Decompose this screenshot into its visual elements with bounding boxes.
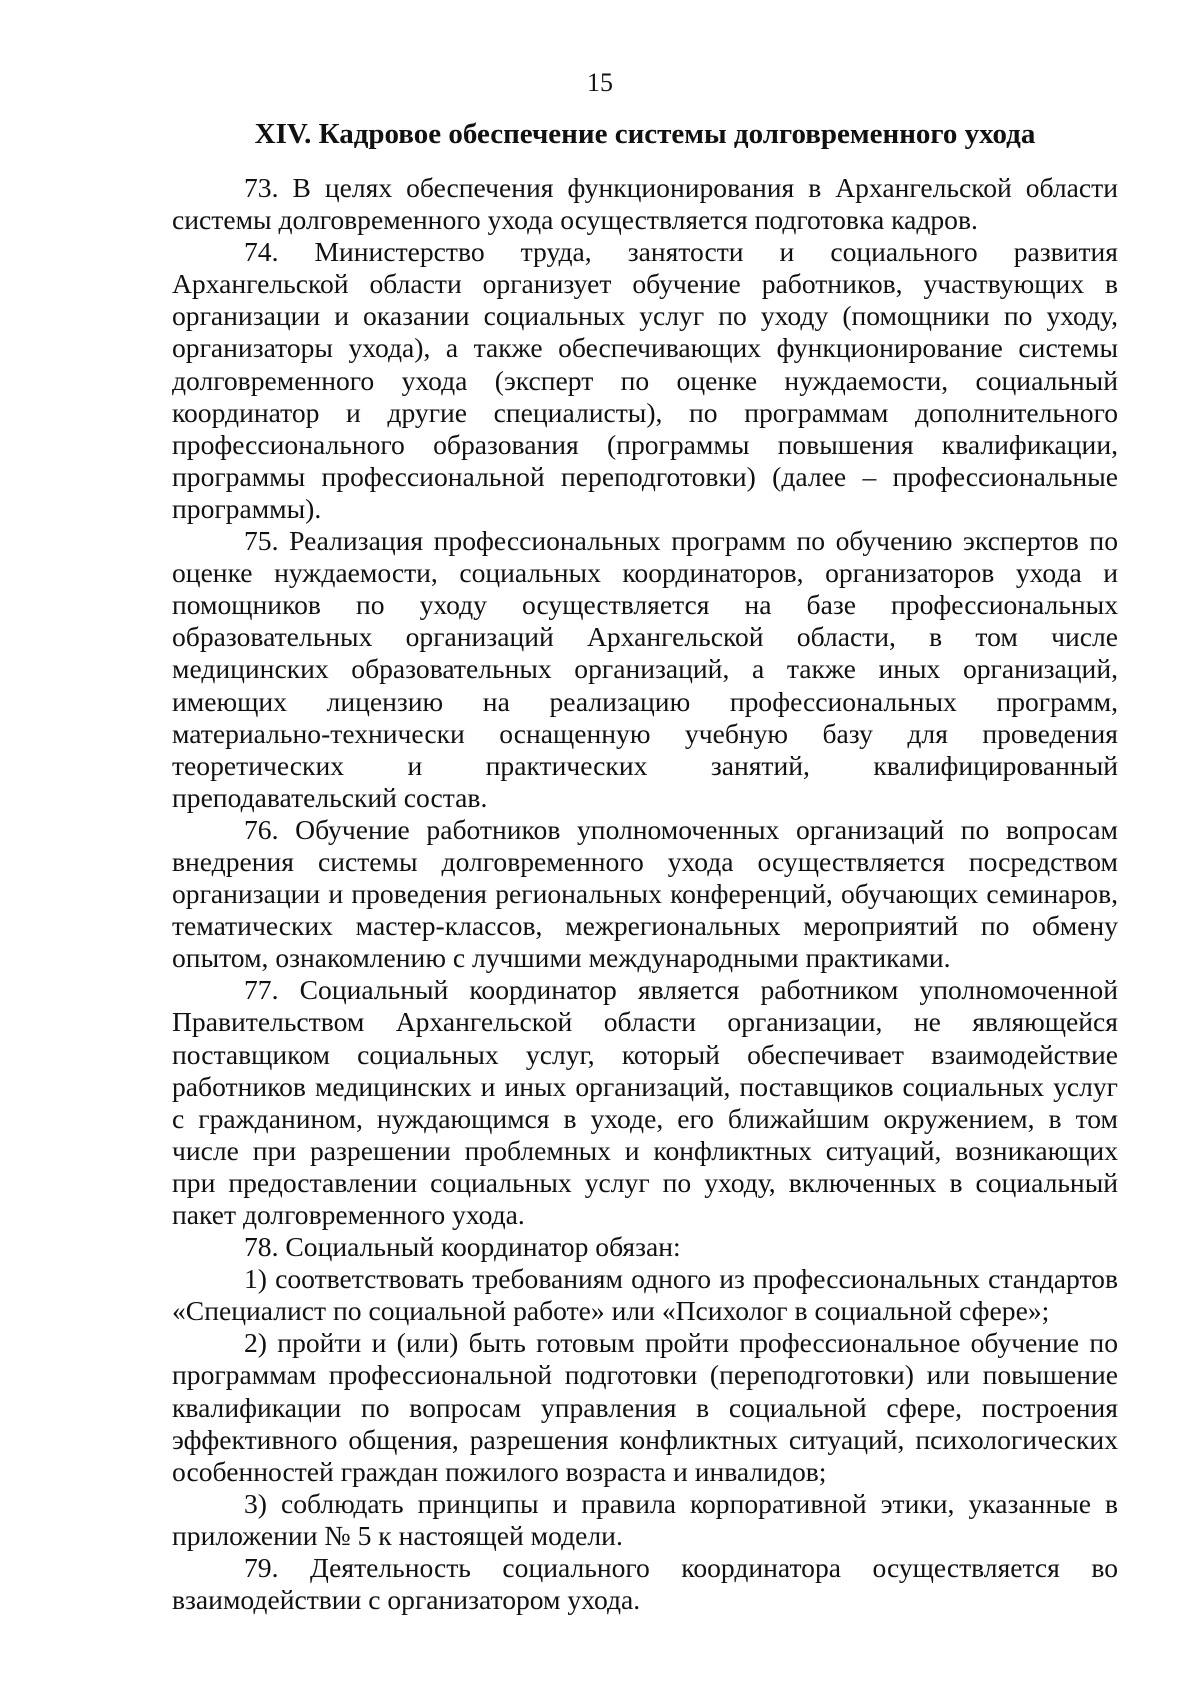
paragraph-78: 78. Социальный координатор обязан: — [244, 1231, 681, 1263]
paragraph-76: 76. Обучение работников уполномоченных организаций по вопросам внедрения системы долговременного ухода осуществляется посредством организации и проведения региональных конференций, обучающих семинаров, тематических мастер-классов, межрегиональных мероприятий по обмену опытом, ознакомлению с лучшими международными практиками. — [172, 813, 1118, 974]
list-item-78-3: 3) соблюдать принципы и правила корпоративной этики, указанные в приложении № 5 к настоящей модели. — [172, 1487, 1118, 1551]
page-number: 15 — [587, 68, 613, 97]
paragraph-74: 74. Министерство труда, занятости и социального развития Архангельской области организует обучение работников, участвующих в организации и оказании социальных услуг по уходу (помощники по уходу, организаторы ухода), а также обеспечивающих функционирование системы долговременного ухода (эксперт по оценке нуждаемости, социальный координатор и другие специалисты), по программам дополнительного профессионального образования (программы повышения квалификации, программы профессиональной переподготовки) (далее – профессиональные программы). — [172, 236, 1118, 524]
section-heading: XIV. Кадровое обеспечение системы долговременного ухода — [254, 118, 1036, 150]
paragraph-77: 77. Социальный координатор является работником уполномоченной Правительством Архангельской области организации, не являющейся поставщиком социальных услуг, который обеспечивает взаимодействие работников медицинских и иных организаций, поставщиков социальных услуг с гражданином, нуждающимся в уходе, его ближайшим окружением, в том числе при разрешении проблемных и конфликтных ситуаций, возникающих при предоставлении социальных услуг по уходу, включенных в социальный пакет долговременного ухода. — [172, 974, 1118, 1230]
paragraph-75: 75. Реализация профессиональных программ по обучению экспертов по оценке нуждаемости, социальных координаторов, организаторов ухода и помощников по уходу осуществляется на базе профессиональных образовательных организаций Архангельской области, в том числе медицинских образовательных организаций, а также иных организаций, имеющих лицензию на реализацию профессиональных программ, материально-технически оснащенную учебную базу для проведения теоретических и практических занятий, квалифицированный преподавательский состав. — [172, 525, 1118, 813]
document-body — [172, 172, 1118, 1616]
list-item-78-1: 1) соответствовать требованиям одного из профессиональных стандартов «Специалист по социальной работе» или «Психолог в социальной сфере»; — [172, 1263, 1118, 1327]
paragraph-79: 79. Деятельность социального координатора осуществляется во взаимодействии с организатором ухода. — [172, 1552, 1118, 1616]
list-item-78-2: 2) пройти и (или) быть готовым пройти профессиональное обучение по программам профессиональной подготовки (переподготовки) или повышение квалификации по вопросам управления в социальной сфере, построения эффективного общения, разрешения конфликтных ситуаций, психологических особенностей граждан пожилого возраста и инвалидов; — [172, 1327, 1118, 1487]
paragraph-73: 73. В целях обеспечения функционирования в Архангельской области системы долговременного ухода осуществляется подготовка кадров. — [172, 172, 1118, 236]
